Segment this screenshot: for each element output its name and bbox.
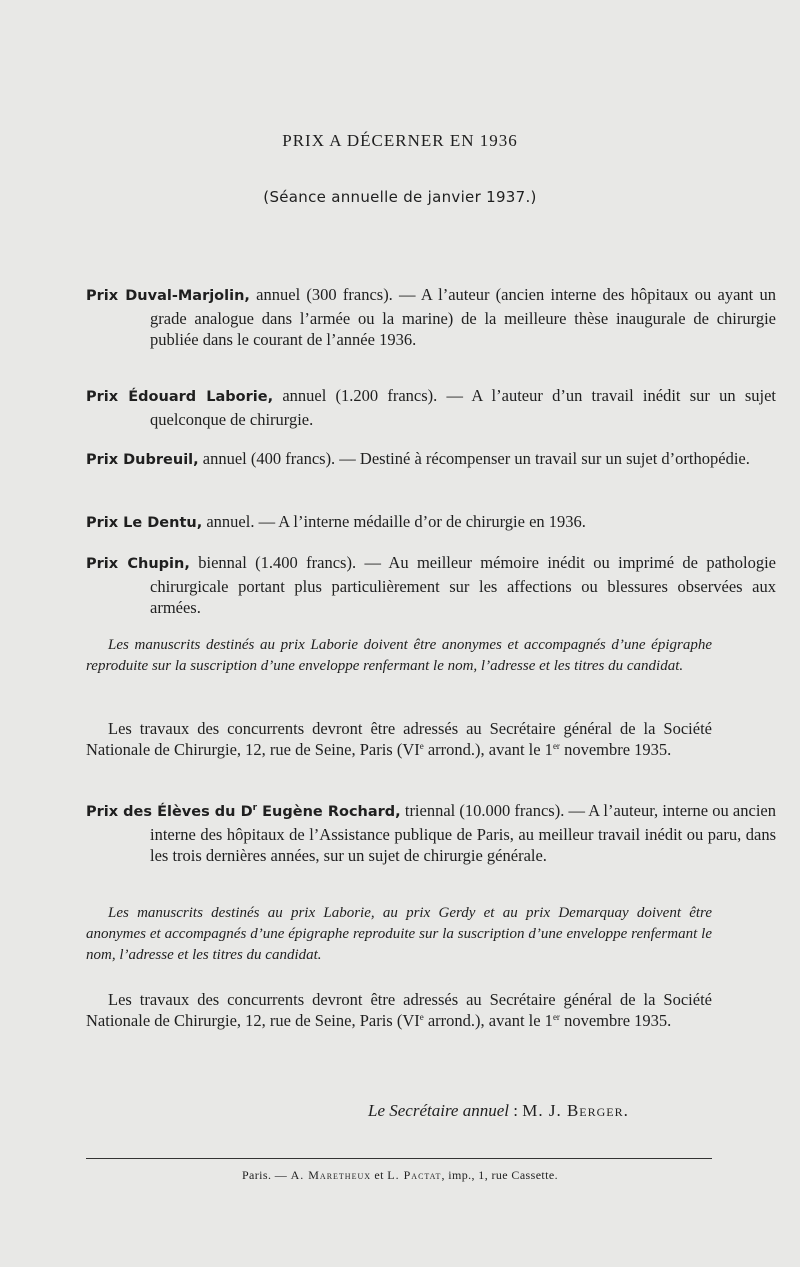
superscript: er: [552, 741, 560, 751]
prize-description: biennal (1.400 francs). — Au meilleur mémoire inédit ou imprimé de pathologie chirurgicale portant plus particulièrement sur les affections ou blessures observées aux armées.: [150, 553, 776, 617]
imprint-city: Paris. —: [241, 1168, 291, 1182]
prize-duval-marjolin: [86, 284, 776, 351]
prize-name: Prix Duval-Marjolin,: [86, 288, 250, 304]
gerdy-demarquay-note: Les manuscrits destinés au prix Laborie, au prix Gerdy et au prix Demarquay doivent être anonymes et accompagnés d’une épigraphe reproduite sur la suscription d’une enveloppe renfermant le nom, l’adresse et les titres du candidat.: [86, 905, 712, 963]
imprint-printer: L. Pactat: [387, 1168, 442, 1182]
prize-description: annuel (300 francs). — A l’auteur (ancien interne des hôpitaux ou ayant un grade analogue dans l’armée ou la marine) de la meilleure thèse inaugurale de chirurgie publiée dans le courant de l’année 1936.: [150, 285, 776, 349]
address-text: arrond.), avant le 1: [423, 1011, 553, 1030]
imprint-text: et: [371, 1168, 388, 1182]
prize-name: Prix Le Dentu,: [86, 515, 203, 531]
submission-address-2: [86, 989, 712, 1031]
laborie-note: Les manuscrits destinés au prix Laborie doivent être anonymes et accompagnés d’une épigraphe reproduite sur la suscription d’une enveloppe renfermant le nom, l’adresse et les titres du candidat.: [86, 637, 712, 674]
submission-address-1: [86, 718, 712, 760]
signature: [368, 1101, 629, 1121]
superscript: er: [552, 1012, 560, 1022]
prize-name: Prix Dubreuil,: [86, 452, 199, 468]
signature-role: Le Secrétaire annuel: [368, 1101, 509, 1120]
address-text: novembre 1935.: [559, 1011, 672, 1030]
superscript: e: [419, 1012, 424, 1022]
address-text: novembre 1935.: [559, 740, 672, 759]
signature-name: M. J. Berger.: [522, 1101, 629, 1120]
prize-name: Prix Édouard Laborie,: [86, 389, 274, 405]
printer-imprint: [0, 1168, 800, 1183]
address-text: Les travaux des concurrents devront être adressés au Secrétaire général de la Société Nationale de Chirurgie, 12, rue de Seine, Paris (VI: [86, 719, 712, 759]
prize-le-dentu: [86, 511, 776, 535]
page-subtitle: (Séance annuelle de janvier 1937.): [263, 188, 537, 206]
prize-dubreuil: [86, 448, 776, 472]
prize-description: annuel (1.200 francs). — A l’auteur d’un travail inédit sur un sujet quelconque de chirurgie.: [150, 386, 776, 429]
prize-edouard-laborie: [86, 385, 776, 430]
page-title: PRIX A DÉCERNER EN 1936: [282, 131, 518, 150]
prize-name: [86, 804, 401, 820]
footer-divider: [86, 1158, 712, 1159]
signature-separator: :: [509, 1101, 523, 1120]
prize-description: annuel (400 francs). — Destiné à récompenser un travail sur un sujet d’orthopédie.: [198, 449, 750, 468]
prize-description: triennal (10.000 francs). — A l’auteur, interne ou ancien interne des hôpitaux de l’Assistance publique de Paris, au meilleur travail inédit ou paru, dans les trois dernières années, sur un sujet de chirurgie générale.: [150, 801, 776, 865]
prize-description: annuel. — A l’interne médaille d’or de chirurgie en 1936.: [202, 512, 586, 531]
superscript: r: [252, 803, 258, 813]
address-text: Les travaux des concurrents devront être adressés au Secrétaire général de la Société Nationale de Chirurgie, 12, rue de Seine, Paris (VI: [86, 990, 712, 1030]
superscript: e: [419, 741, 424, 751]
prize-chupin: [86, 552, 776, 619]
prize-eugene-rochard: [86, 800, 776, 867]
prize-name: Prix Chupin,: [86, 556, 190, 572]
prize-name-part: Eugène Rochard,: [257, 804, 401, 820]
address-text: arrond.), avant le 1: [423, 740, 553, 759]
imprint-printer: A. Maretheux: [290, 1168, 372, 1182]
prize-name-part: Prix des Élèves du D: [86, 804, 253, 820]
imprint-text: , imp., 1, rue Cassette.: [441, 1168, 559, 1182]
